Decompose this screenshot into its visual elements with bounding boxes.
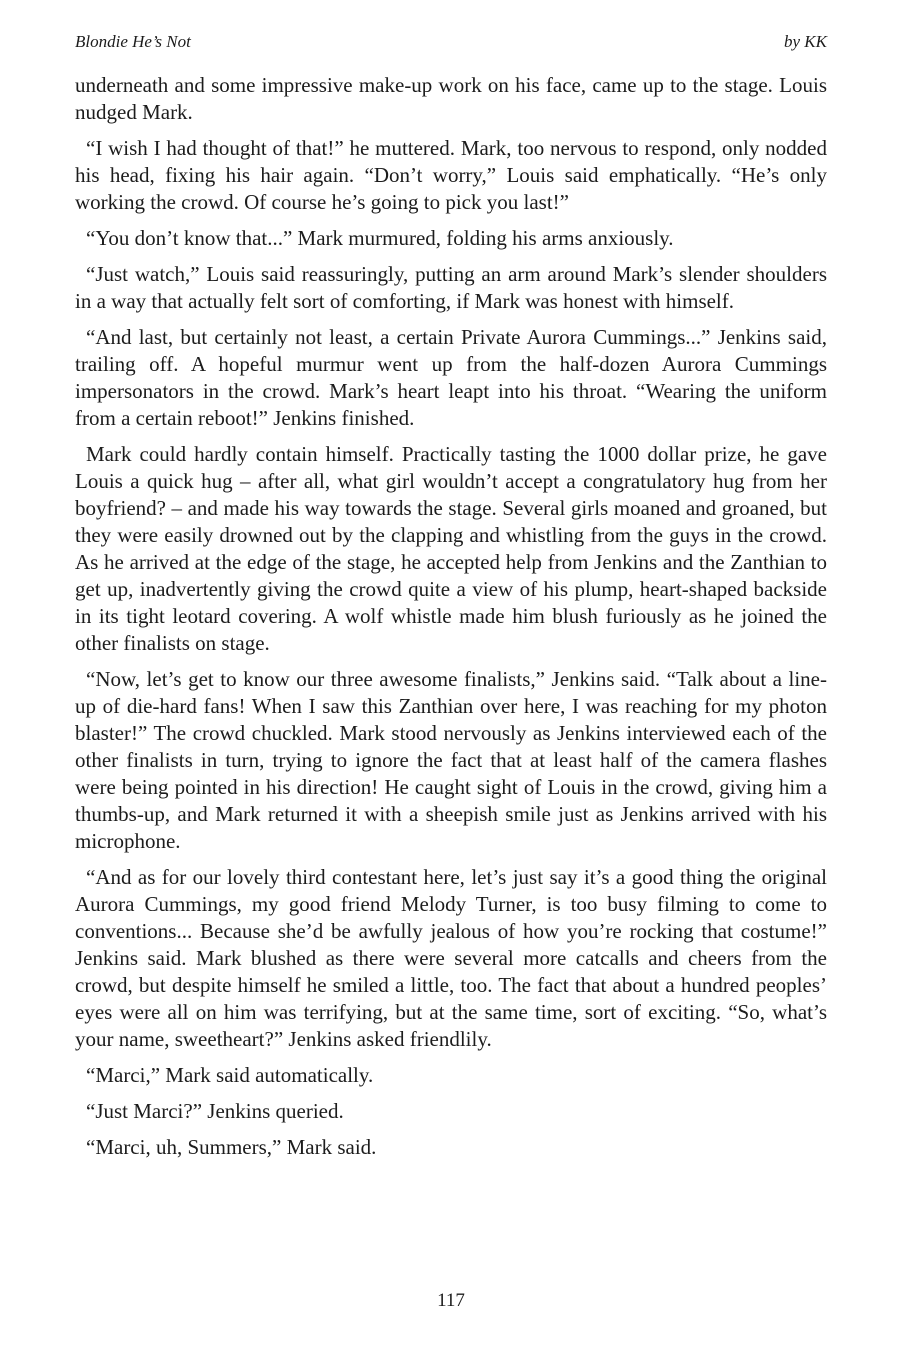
paragraph: “Now, let’s get to know our three awesome finalists,” Jenkins said. “Talk about a line-up of die-hard fans! When I saw this Zanthian over here, I was reaching for my photon blaster!” The crowd chuckled. Mark stood nervously as Jenkins interviewed each of the other finalists in turn, trying to ignore the fact that at least half of the camera flashes were being pointed in his direction! He caught sight of Louis in the crowd, giving him a thumbs-up, and Mark returned it with a sheepish smile just as Jenkins arrived with his microphone.	[75, 667, 827, 853]
paragraph: “Just Marci?” Jenkins queried.	[86, 1099, 344, 1123]
running-header	[75, 32, 827, 60]
paragraph: underneath and some impressive make-up work on his face, came up to the stage. Louis nudged Mark.	[75, 73, 827, 124]
book-title: Blondie He’s Not	[75, 32, 191, 51]
paragraph: Mark could hardly contain himself. Practically tasting the 1000 dollar prize, he gave Louis a quick hug – after all, what girl wouldn’t accept a congratulatory hug from her boyfriend? – and made his way towards the stage. Several girls moaned and groaned, but they were easily drowned out by the clapping and whistling from the guys in the crowd. As he arrived at the edge of the stage, he accepted help from Jenkins and the Zanthian to get up, inadvertently giving the crowd quite a view of his plump, heart-shaped backside in its tight leotard covering. A wolf whistle made him blush furiously as he joined the other finalists on stage.	[75, 442, 827, 655]
paragraph: “And last, but certainly not least, a certain Private Aurora Cummings...” Jenkins said, trailing off. A hopeful murmur went up from the half-dozen Aurora Cummings impersonators in the crowd. Mark’s heart leapt into his throat. “Wearing the uniform from a certain reboot!” Jenkins finished.	[75, 325, 827, 430]
body-text	[75, 72, 827, 1161]
book-page	[75, 32, 827, 1332]
paragraph: “I wish I had thought of that!” he muttered. Mark, too nervous to respond, only nodded his head, fixing his hair again. “Don’t worry,” Louis said emphatically. “He’s only working the crowd. Of course he’s going to pick you last!”	[75, 136, 827, 214]
paragraph: “Marci, uh, Summers,” Mark said.	[86, 1135, 377, 1159]
paragraph: “You don’t know that...” Mark murmured, folding his arms anxiously.	[86, 226, 674, 250]
paragraph: “Marci,” Mark said automatically.	[86, 1063, 374, 1087]
page-number: 117	[437, 1290, 465, 1311]
paragraph: “Just watch,” Louis said reassuringly, putting an arm around Mark’s slender shoulders in a way that actually felt sort of comforting, if Mark was honest with himself.	[75, 262, 827, 313]
author-name: by KK	[784, 32, 827, 51]
paragraph: “And as for our lovely third contestant here, let’s just say it’s a good thing the original Aurora Cummings, my good friend Melody Turner, is too busy filming to come to conventions... Because she’d be awfully jealous of how you’re rocking that costume!” Jenkins said. Mark blushed as there were several more catcalls and cheers from the crowd, but despite himself he smiled a little, too. The fact that about a hundred peoples’ eyes were all on him was terrifying, but at the same time, sort of exciting. “So, what’s your name, sweetheart?” Jenkins asked friendlily.	[75, 865, 827, 1051]
